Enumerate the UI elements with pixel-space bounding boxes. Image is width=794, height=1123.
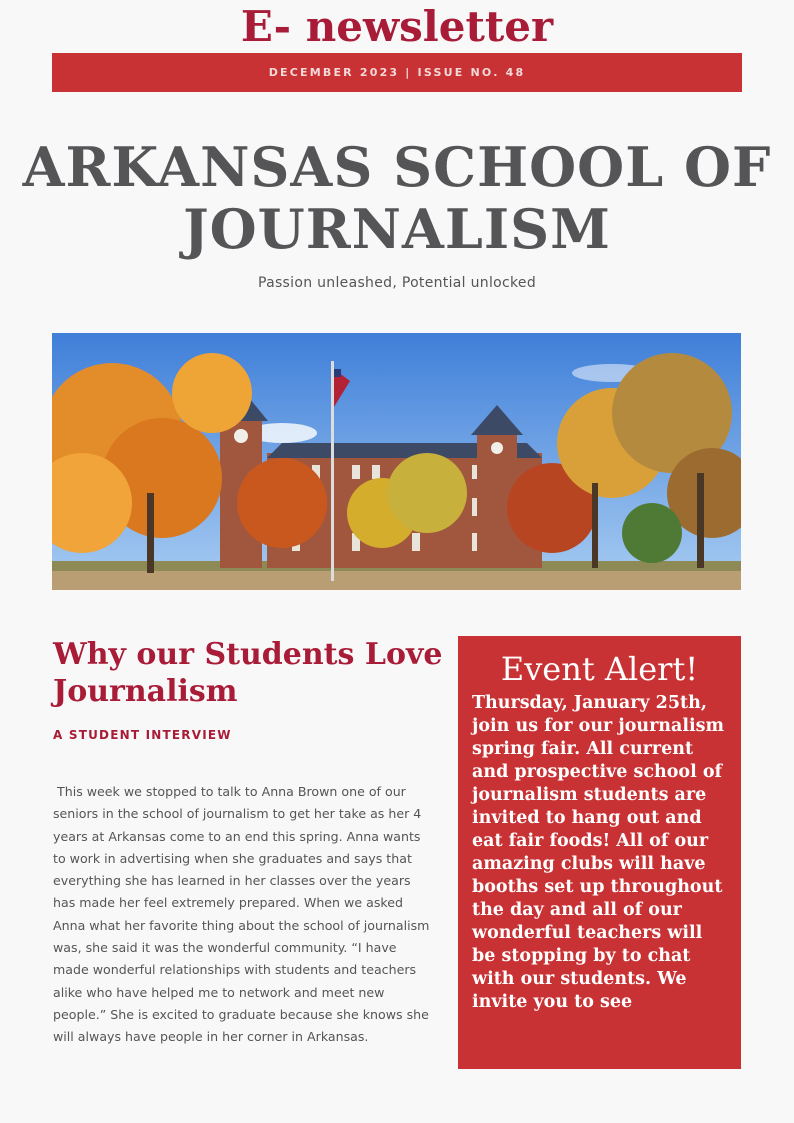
article-body: This week we stopped to talk to Anna Brown one of our seniors in the school of journalism to get her take as her 4 years at Arkansas come to an end this spring. Anna wants to work in advertising when she graduates and says that everything she has learned in her classes over the years has made her feel extremely prepared. When we asked Anna what her favorite thing about the school of journalism was, she said it was the wonderful community. “I have made wonderful relationships with students and teachers alike who have helped me to network and meet new people.” She is excited to graduate because she knows she will always have people in her corner in Arkansas. (53, 784, 434, 1045)
school-title: ARKANSAS SCHOOL OF JOURNALISM (22, 135, 772, 261)
campus-photo (52, 333, 741, 590)
article-title: Why our Students Love Journalism (53, 637, 443, 709)
event-title: Event Alert! (500, 650, 699, 688)
campus-building-icon (52, 333, 741, 590)
issue-date-label: DECEMBER 2023 | ISSUE NO. 48 (268, 66, 526, 79)
event-body: Thursday, January 25th, join us for our journalism spring fair. All current and prospective school of journalism students are invited to hang out and eat fair foods! All of our amazing clubs will have booths set up throughout the day and all of our wonderful teachers will be stopping by to chat with our students. We invite you to see (472, 693, 725, 1012)
event-alert-box (458, 636, 741, 1069)
issue-banner (52, 53, 742, 92)
tagline: Passion unleashed, Potential unlocked (257, 275, 537, 291)
newsletter-masthead: E- newsletter (240, 2, 554, 51)
article-subtitle: A STUDENT INTERVIEW (53, 728, 232, 742)
